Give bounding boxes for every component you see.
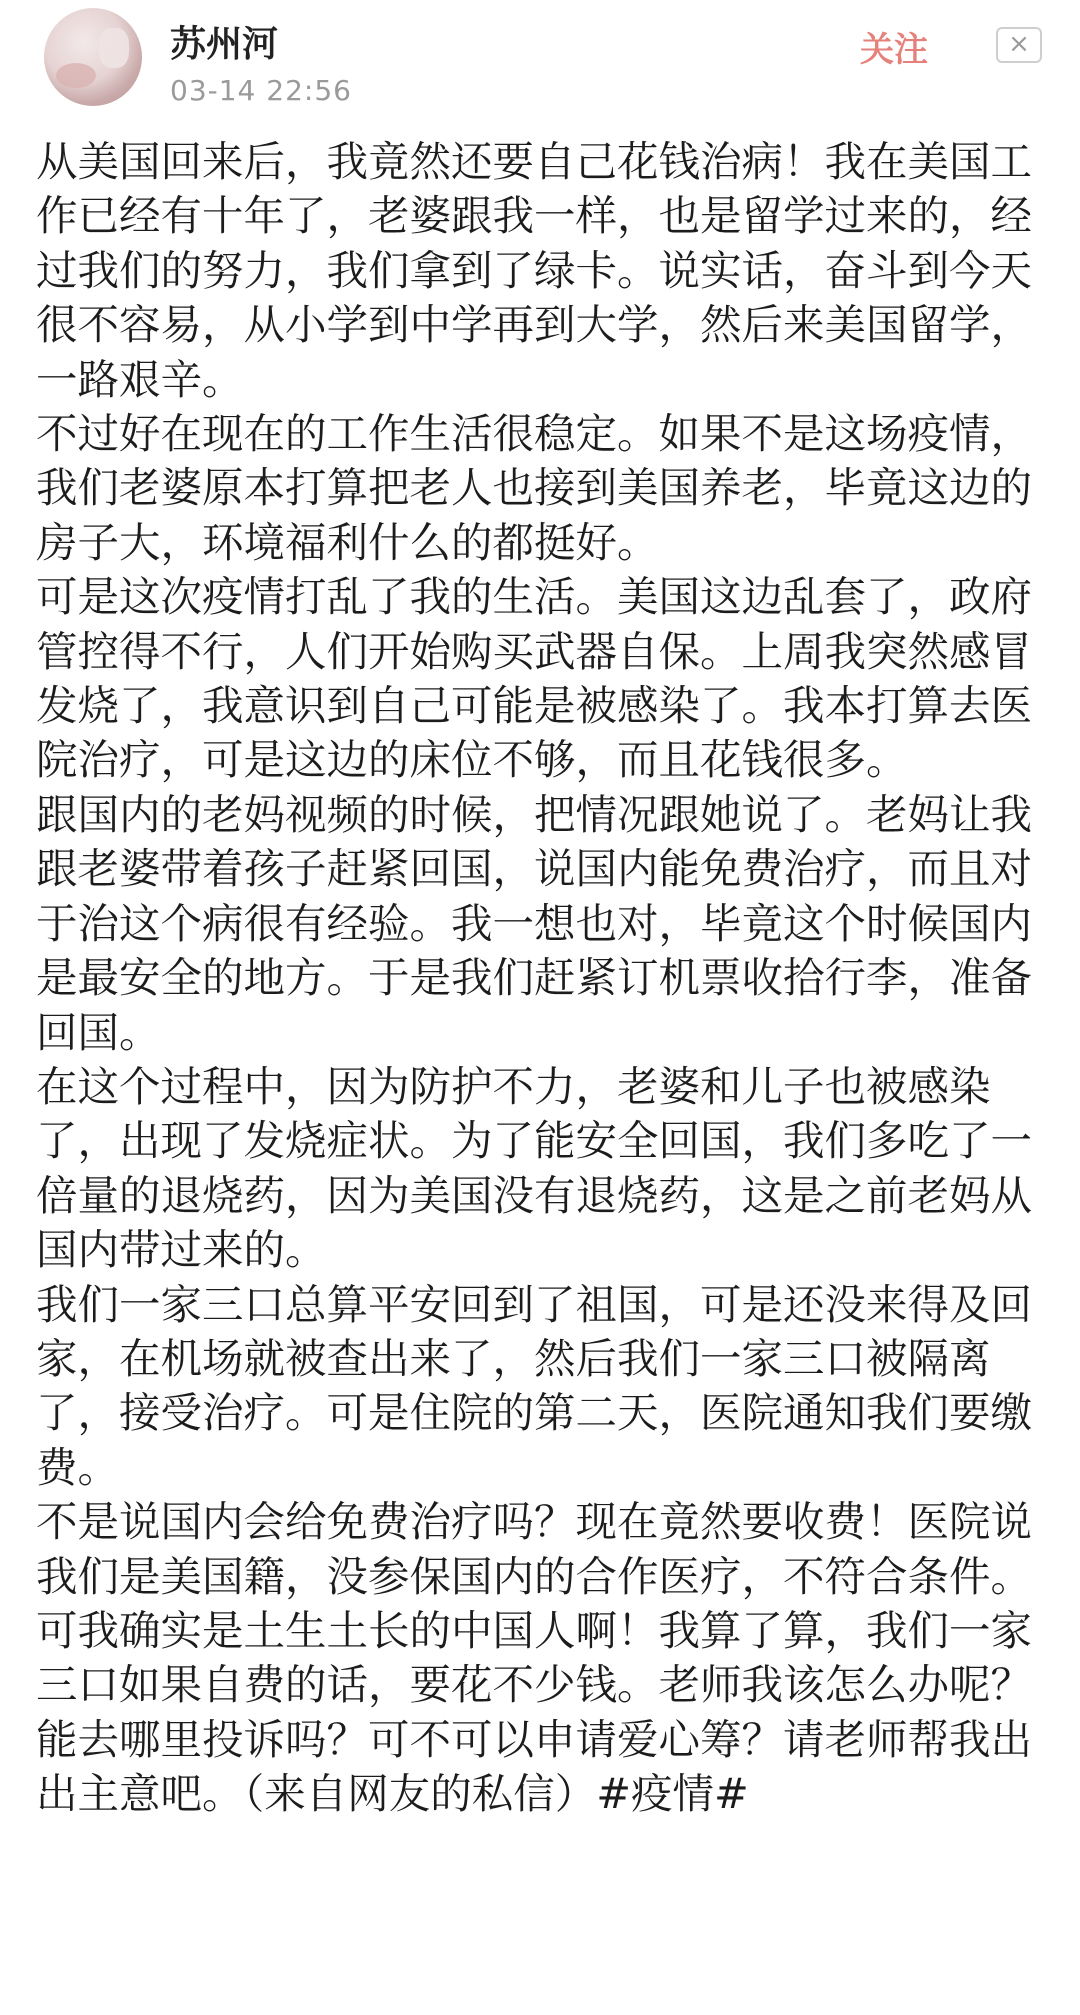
post-paragraph: 从美国回来后，我竟然还要自己花钱治病！我在美国工作已经有十年了，老婆跟我一样，也是留学过来的，经过我们的努力，我们拿到了绿卡。说实话，奋斗到今天很不容易，从小学到中学再到大学，然后来美国留学，一路艰辛。 xyxy=(36,137,1033,404)
post-body xyxy=(36,135,1046,1822)
post-paragraph: 我们一家三口总算平安回到了祖国，可是还没来得及回家，在机场就被查出来了，然后我们一家三口被隔离了，接受治疗。可是住院的第二天，医院通知我们要缴费。 xyxy=(36,1279,1033,1492)
post-paragraph-text: 不是说国内会给免费治疗吗？现在竟然要收费！医院说我们是美国籍，没参保国内的合作医疗，不符合条件。可我确实是土生土长的中国人啊！我算了算，我们一家三口如果自费的话，要花不少钱。老师我该怎么办呢？能去哪里投诉吗？可不可以申请爱心筹？请老师帮我出出主意吧。（来自网友的私信） xyxy=(36,1497,1033,1819)
avatar-highlight xyxy=(99,28,129,68)
avatar[interactable] xyxy=(44,8,142,106)
post-header xyxy=(0,0,1080,130)
avatar-shade xyxy=(56,63,96,88)
hashtag-link[interactable]: #疫情# xyxy=(596,1769,749,1819)
post-paragraph: 在这个过程中，因为防护不力，老婆和儿子也被感染了，出现了发烧症状。为了能安全回国，我们多吃了一倍量的退烧药，因为美国没有退烧药，这是之前老妈从国内带过来的。 xyxy=(36,1061,1033,1275)
close-button[interactable] xyxy=(996,27,1042,63)
post-paragraph-last xyxy=(36,1495,1046,1821)
post-paragraph: 跟国内的老妈视频的时候，把情况跟她说了。老妈让我跟老婆带着孩子赶紧回国，说国内能免费治疗，而且对于治这个病很有经验。我一想也对，毕竟这个时候国内是最安全的地方。于是我们赶紧订机票收拾行李，准备回国。 xyxy=(36,789,1033,1057)
post-paragraph: 不过好在现在的工作生活很稳定。如果不是这场疫情，我们老婆原本打算把老人也接到美国养老，毕竟这边的房子大，环境福利什么的都挺好。 xyxy=(36,409,1033,567)
post-timestamp: 03-14 22:56 xyxy=(170,74,352,107)
close-icon: × xyxy=(1008,29,1030,59)
author-name[interactable]: 苏州河 xyxy=(170,24,279,65)
post-paragraph: 可是这次疫情打乱了我的生活。美国这边乱套了，政府管控得不行，人们开始购买武器自保。上周我突然感冒发烧了，我意识到自己可能是被感染了。我本打算去医院治疗，可是这边的床位不够，而且花钱很多。 xyxy=(36,572,1033,785)
follow-button[interactable]: 关注 xyxy=(860,30,928,70)
